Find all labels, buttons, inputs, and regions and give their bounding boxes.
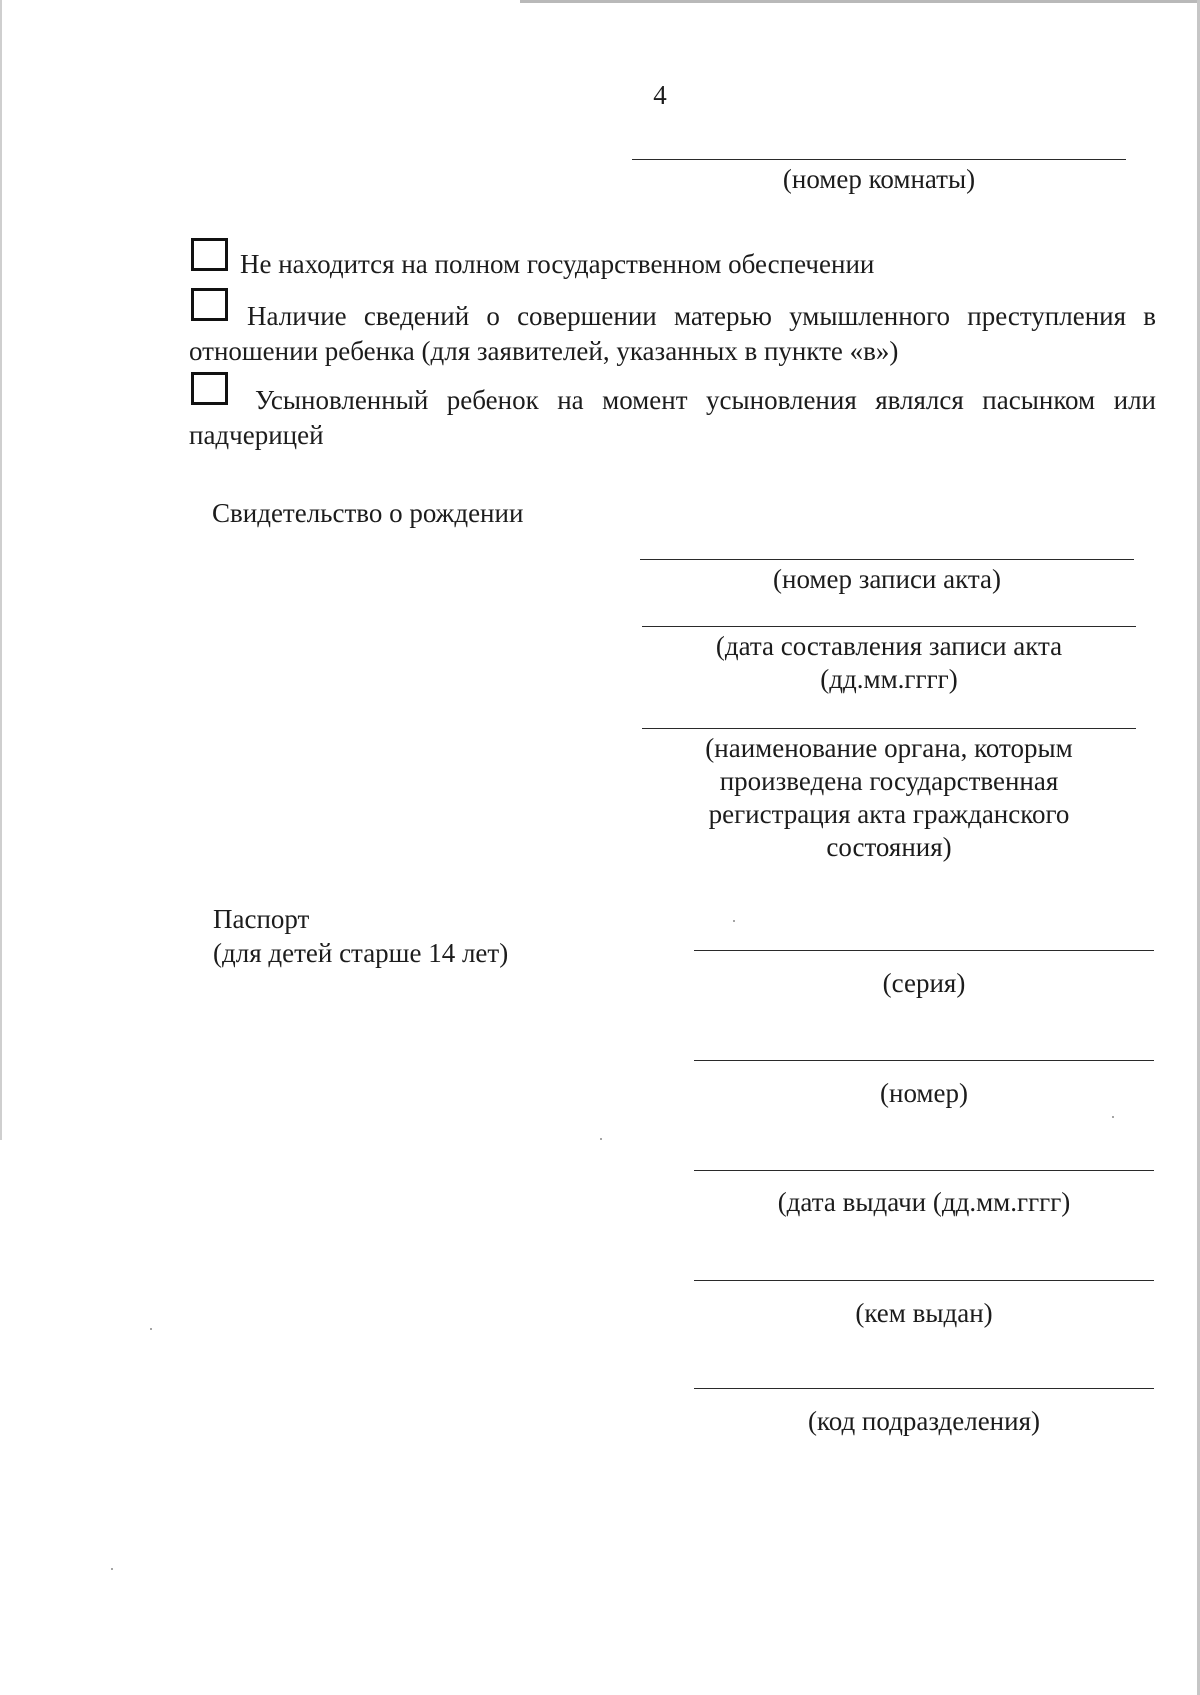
registry-authority-caption-line: произведена государственная (719, 766, 1059, 796)
record-number-caption: (номер записи акта) (773, 564, 1001, 594)
registry-authority-caption-line: (наименование органа, которым (705, 733, 1073, 763)
scan-edge (0, 0, 2, 1140)
registry-authority-caption-line: состояния) (826, 832, 952, 862)
passport-number-line[interactable] (694, 1060, 1154, 1061)
room-number-line[interactable] (632, 159, 1126, 160)
record-number-line[interactable] (640, 559, 1134, 560)
passport-subtitle: (для детей старше 14 лет) (213, 938, 509, 968)
passport-number-caption: (номер) (880, 1078, 968, 1108)
checkbox-label-mother-crime-info: Наличие сведений о совершении матерью умышленного преступления в отношении ребенка (для заявителей, указанных в пункте «в») (189, 301, 1156, 366)
scan-speck (111, 1568, 113, 1570)
passport-title: Паспорт (213, 904, 310, 934)
scan-speck (600, 1138, 602, 1140)
registry-authority-caption-line: регистрация акта гражданского (708, 799, 1070, 829)
birth-certificate-title: Свидетельство о рождении (212, 498, 524, 528)
passport-issue-date-line[interactable] (694, 1170, 1154, 1171)
passport-subdivision-code-line[interactable] (694, 1388, 1154, 1389)
record-date-caption-line2: (дд.мм.гггг) (820, 664, 958, 694)
checkbox-label-adopted-stepchild: Усыновленный ребенок на момент усыновления являлся пасынком или падчерицей (189, 385, 1156, 450)
record-date-line[interactable] (642, 626, 1136, 627)
scan-speck (733, 920, 735, 922)
page-number: 4 (653, 80, 667, 110)
passport-series-caption: (серия) (882, 968, 966, 998)
record-date-caption-line1: (дата составления записи акта (715, 631, 1063, 661)
passport-series-line[interactable] (694, 950, 1154, 951)
passport-issue-date-caption: (дата выдачи (дд.мм.гггг) (777, 1187, 1071, 1217)
passport-issued-by-line[interactable] (694, 1280, 1154, 1281)
scan-speck (150, 1328, 152, 1330)
passport-subdivision-code-caption: (код подразделения) (807, 1406, 1040, 1436)
checkbox-label-not-on-state-support: Не находится на полном государственном обеспечении (240, 249, 875, 279)
passport-issued-by-caption: (кем выдан) (855, 1298, 993, 1328)
scan-edge (520, 0, 1200, 3)
scan-speck (1112, 1116, 1114, 1118)
checkbox-not-on-state-support[interactable] (191, 238, 228, 271)
registry-authority-line[interactable] (642, 728, 1136, 729)
room-number-caption: (номер комнаты) (782, 164, 976, 194)
